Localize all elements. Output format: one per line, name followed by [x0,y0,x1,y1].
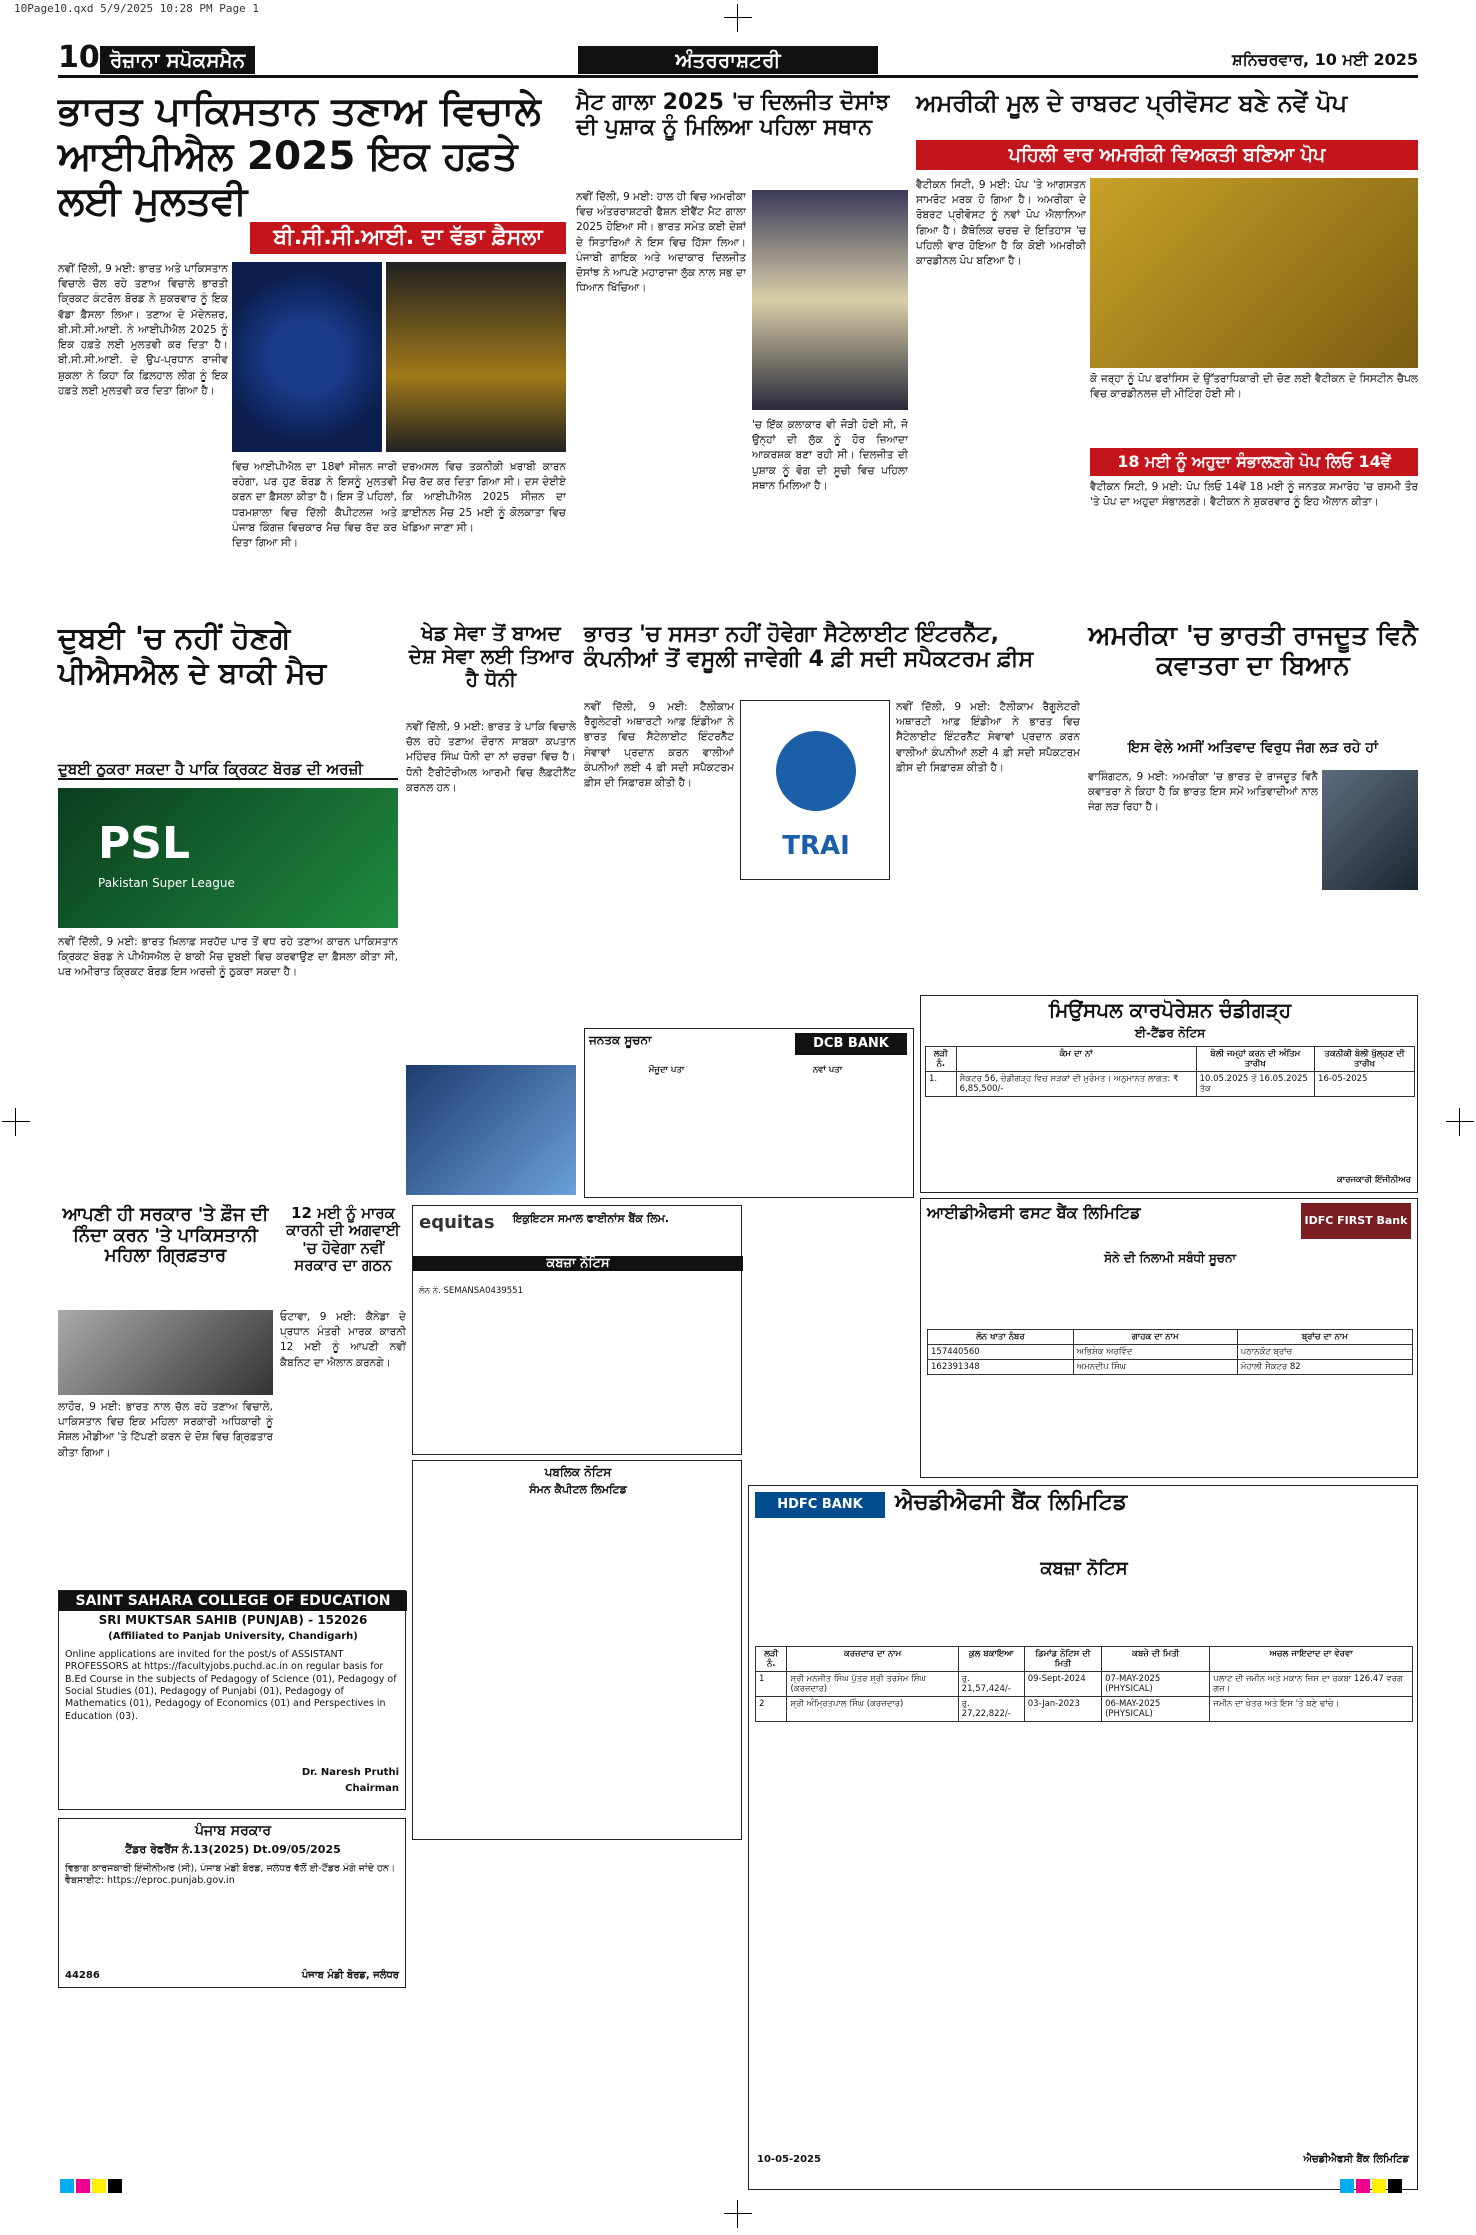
swatch-cyan [60,2179,74,2193]
swatch-yellow [1372,2179,1386,2193]
dcb-logo: DCB BANK [795,1033,907,1055]
hdfc-td: 07-MAY-2025 (PHYSICAL) [1102,1672,1210,1697]
idfc-td: ਪਠਾਨਕੋਟ ਬ੍ਰਾਂਚ [1237,1345,1412,1360]
carney-body: ਓਟਾਵਾ, 9 ਮਈ: ਕੈਨੇਡਾ ਦੇ ਪ੍ਰਧਾਨ ਮੰਤਰੀ ਮਾਰਕ ਕਾਰਨੀ 12 ਮਈ ਨੂੰ ਆਪਣੀ ਨਵੀਂ ਕੈਬਨਿਟ ਦਾ ਐਲਾਨ ਕਰਨਗੇ। [280,1311,406,1369]
file-info: 10Page10.qxd 5/9/2025 10:28 PM Page 1 [14,2,260,15]
college-affil: (Affiliated to Panjab University, Chandigarh) [108,1631,358,1642]
page-number: 10 [58,40,100,75]
hdfc-th-1: ਕਰਜ਼ਦਾਰ ਦਾ ਨਾਮ [787,1647,958,1672]
hdfc-notice: ਕਬਜ਼ਾ ਨੋਟਿਸ [1040,1558,1128,1579]
psl-body: ਨਵੀਂ ਦਿੱਲੀ, 9 ਮਈ: ਭਾਰਤ ਖ਼ਿਲਾਫ਼ ਸਰਹੱਦ ਪਾਰ ਤੋਂ ਵਧ ਰਹੇ ਤਣਾਅ ਕਾਰਨ ਪਾਕਿਸਤਾਨ ਕ੍ਰਿਕਟ ਬੋਰਡ ਨੇ ਪੀਐਸਐਲ ਦੇ ਬਾਕੀ ਮੈਚ ਦੁਬਈ ਵਿਚ ਕਰਵਾਉਣ ਦਾ ਫ਼ੈਸਲਾ ਕੀਤਾ ਸੀ, ਪਰ ਅਮੀਰਾਤ ਕ੍ਰਿਕਟ ਬੋਰਡ ਇਸ ਅਰਜ਼ੀ ਨੂੰ ਠੁਕਰਾ ਸਕਦਾ ਹੈ। [58,936,398,979]
handcuffs-photo [58,1310,273,1395]
swatch-yellow [92,2179,106,2193]
tender-body: ਵਿਭਾਗ ਕਾਰਜਕਾਰੀ ਇੰਜੀਨੀਅਰ (ਸੀ), ਪੰਜਾਬ ਮੰਡੀ ਬੋਰਡ, ਜਲੰਧਰ ਵੱਲੋਂ ਈ-ਟੈਂਡਰ ਮੰਗੇ ਜਾਂਦੇ ਹਨ। ਵੈਬਸਾਈਟ: https://eproc.punjab.gov.in [65,1863,396,1887]
trai-logo-image [740,700,890,880]
idfc-table [927,1329,1413,1375]
summan-notice [412,1460,742,1840]
ipl-body-col1: ਨਵੀਂ ਦਿੱਲੀ, 9 ਮਈ: ਭਾਰਤ ਅਤੇ ਪਾਕਿਸਤਾਨ ਵਿਚਾਲੇ ਚੱਲ ਰਹੇ ਤਣਾਅ ਵਿਚਾਲੇ ਭਾਰਤੀ ਕ੍ਰਿਕਟ ਕੰਟਰੋਲ ਬੋਰਡ ਨੇ ਸ਼ੁਕਰਵਾਰ ਨੂੰ ਇਕ ਵੱਡਾ ਫ਼ੈਸਲਾ ਲਿਆ। ਤਣਾਅ ਦੇ ਮੱਦੇਨਜ਼ਰ, ਬੀ.ਸੀ.ਸੀ.ਆਈ. ਨੇ ਆਈਪੀਐਲ 2025 ਨੂੰ ਇਕ ਹਫ਼ਤੇ ਲਈ ਮੁਲਤਵੀ ਕਰ ਦਿਤਾ ਹੈ। ਬੀ.ਸੀ.ਸੀ.ਆਈ. ਦੇ ਉਪ-ਪ੍ਰਧਾਨ ਰਾਜੀਵ ਸ਼ੁਕਲਾ ਨੇ ਕਿਹਾ ਕਿ ਫ਼ਿਲਹਾਲ ਲੀਗ ਨੂੰ ਇਕ ਹਫ਼ਤੇ ਲਈ ਮੁਲਤਵੀ ਕਰ ਦਿਤਾ ਗਿਆ ਹੈ। [58,263,228,397]
tender-ad [58,1818,406,1988]
bcci-logo-image [232,262,382,452]
color-bar-left [60,2178,124,2197]
idfc-td: 157440560 [928,1345,1074,1360]
ipl-trophy-image [386,262,566,452]
college-ad [58,1590,406,1810]
arrest-headline: ਆਪਣੀ ਹੀ ਸਰਕਾਰ 'ਤੇ ਫ਼ੌਜ ਦੀ ਨਿੰਦਾ ਕਰਨ 'ਤੇ ਪਾਕਿਸਤਾਨੀ ਮਹਿਲਾ ਗ੍ਰਿਫ਼ਤਾਰ [62,1204,269,1267]
municipal-th-1: ਕੰਮ ਦਾ ਨਾਂ [956,1047,1196,1072]
municipal-ad [920,995,1418,1193]
swatch-magenta [1356,2179,1370,2193]
trai-logo-text: TRAI [782,831,850,861]
equitas-loan: ਲੋਨ ਨੰ. SEMANSA0439551 [419,1286,523,1296]
hdfc-th-0: ਲੜੀ ਨੰ. [756,1647,787,1672]
usa-headline: ਅਮਰੀਕਾ 'ਚ ਭਾਰਤੀ ਰਾਜਦੂਤ ਵਿਨੈ ਕਵਾਤਰਾ ਦਾ ਬਿਆਨ [1088,621,1418,681]
idfc-th-0: ਲੋਨ ਖਾਤਾ ਨੰਬਰ [928,1330,1074,1345]
arrest-body: ਲਾਹੌਰ, 9 ਮਈ: ਭਾਰਤ ਨਾਲ ਚੱਲ ਰਹੇ ਤਣਾਅ ਵਿਚਾਲੇ, ਪਾਕਿਸਤਾਨ ਵਿਚ ਇਕ ਮਹਿਲਾ ਸਰਕਾਰੀ ਅਧਿਕਾਰੀ ਨੂੰ ਸੋਸ਼ਲ ਮੀਡੀਆ 'ਤੇ ਟਿੱਪਣੀ ਕਰਨ ਦੇ ਦੋਸ਼ ਵਿਚ ਗ੍ਰਿਫ਼ਤਾਰ ਕੀਤਾ ਗਿਆ। [58,1401,273,1459]
idfc-td: 162391348 [928,1360,1074,1375]
municipal-sub: ਈ-ਟੈਂਡਰ ਨੋਟਿਸ [1134,1026,1206,1040]
psl-logo-text: PSL [98,818,190,869]
registration-mark-right [1446,1108,1474,1136]
dcb-col1: ਮੌਜੂਦਾ ਪਤਾ [648,1065,685,1075]
idfc-th-1: ਗਾਹਕ ਦਾ ਨਾਮ [1073,1330,1237,1345]
municipal-signatory: ਕਾਰਜਕਾਰੀ ਇੰਜੀਨੀਅਰ [1336,1174,1411,1185]
swatch-black [1388,2179,1402,2193]
summan-sub: ਸੰਮਨ ਕੈਪੀਟਲ ਲਿਮਟਿਡ [529,1483,627,1496]
dhoni-headline: ਖੇਡ ਸੇਵਾ ਤੋਂ ਬਾਅਦ ਦੇਸ਼ ਸੇਵਾ ਲਈ ਤਿਆਰ ਹੈ ਧੋਨੀ [408,621,574,691]
idfc-th-2: ਬ੍ਰਾਂਚ ਦਾ ਨਾਮ [1237,1330,1412,1345]
municipal-table [925,1046,1415,1097]
hdfc-date: 10-05-2025 [757,2154,821,2165]
hdfc-ad [748,1485,1418,2190]
hdfc-td: ਸ਼੍ਰੀ ਮਨਜੀਤ ਸਿੰਘ ਪੁੱਤਰ ਸ਼੍ਰੀ ਤਰਸੇਮ ਸਿੰਘ (ਕਰਜ਼ਦਾਰ) [787,1672,958,1697]
registration-mark-top [724,4,752,32]
psl-logo-sub: Pakistan Super League [98,876,235,890]
trai-logo-mark [776,731,856,811]
swatch-cyan [1340,2179,1354,2193]
idfc-ad [920,1198,1418,1478]
satellite-headline: ਭਾਰਤ 'ਚ ਸਸਤਾ ਨਹੀਂ ਹੋਵੇਗਾ ਸੈਟੇਲਾਈਟ ਇੰਟਰਨੈੱਟ, ਕੰਪਨੀਆਂ ਤੋਂ ਵਸੂਲੀ ਜਾਵੇਗੀ 4 ਫ਼ੀ ਸਦੀ ਸਪੈਕਟਰਮ ਫ਼ੀਸ [584,622,1034,673]
swatch-magenta [76,2179,90,2193]
pope-body-2: ਵੈਟੀਕਨ ਸਿਟੀ, 9 ਮਈ: ਪੋਪ ਲਿਓ 14ਵੇਂ 18 ਮਈ ਨੂੰ ਜਨਤਕ ਸਮਾਰੋਹ 'ਚ ਰਸਮੀ ਤੌਰ 'ਤੇ ਪੋਪ ਦਾ ਅਹੁਦਾ ਸੰਭਾਲਣਗੇ। ਵੈਟੀਕਨ ਨੇ ਸ਼ੁਕਰਵਾਰ ਨੂੰ ਇਹ ਐਲਾਨ ਕੀਤਾ। [1090,481,1418,509]
equitas-logo: equitas [419,1212,495,1233]
idfc-notice: ਸੋਨੇ ਦੀ ਨਿਲਾਮੀ ਸਬੰਧੀ ਸੂਚਨਾ [1104,1251,1236,1265]
satellite-body-2: ਨਵੀਂ ਦਿੱਲੀ, 9 ਮਈ: ਟੈਲੀਕਾਮ ਰੈਗੂਲੇਟਰੀ ਅਥਾਰਟੀ ਆਫ਼ ਇੰਡੀਆ ਨੇ ਭਾਰਤ ਵਿਚ ਸੈਟੇਲਾਈਟ ਇੰਟਰਨੈੱਟ ਸੇਵਾਵਾਂ ਪ੍ਰਦਾਨ ਕਰਨ ਵਾਲੀਆਂ ਕੰਪਨੀਆਂ ਲਈ 4 ਫ਼ੀ ਸਦੀ ਸਪੈਕਟਰਮ ਫ਼ੀਸ ਦੀ ਸਿਫ਼ਾਰਸ਼ ਕੀਤੀ ਹੈ। [896,701,1080,774]
hdfc-logo: HDFC BANK [755,1492,885,1518]
registration-mark-bottom [724,2200,752,2228]
hdfc-title: ਐਚਡੀਐਫਸੀ ਬੈਂਕ ਲਿਮਿਟਿਡ [895,1490,1128,1515]
hdfc-td: ਰੁ. 27,22,822/- [958,1697,1024,1722]
college-body: Online applications are invited for the post/s of ASSISTANT PROFESSORS at https://facultyjobs.puchd.ac.in on regular basis for B.Ed Course in the subjects of Pedagogy of Science (01), Pedagogy of Social Studies (01), Pedagogy of Punjabi (01), Pedagogy of Mathematics (01), Pedagogy of Economics (01) and Perspectives in Education (03). [65,1649,397,1722]
dcb-col2: ਨਵਾਂ ਪਤਾ [812,1065,843,1075]
hdfc-th-2: ਕੁਲ ਬਕਾਇਆ [958,1647,1024,1672]
diljit-headline: ਮੈਟ ਗਾਲਾ 2025 'ਚ ਦਿਲਜੀਤ ਦੋਸਾਂਝ ਦੀ ਪੁਸ਼ਾਕ ਨੂੰ ਮਿਲਿਆ ਪਹਿਲਾ ਸਥਾਨ [576,90,890,141]
hdfc-td: ਸ਼੍ਰੀ ਅੰਮ੍ਰਿਤਪਾਲ ਸਿੰਘ (ਕਰਜ਼ਦਾਰ) [787,1697,958,1722]
hdfc-th-5: ਅਚਲ ਜਾਇਦਾਦ ਦਾ ਵੇਰਵਾ [1210,1647,1413,1672]
hdfc-td: 03-Jan-2023 [1024,1697,1101,1722]
tender-signatory: ਪੰਜਾਬ ਮੰਡੀ ਬੋਰਡ, ਜਲੰਧਰ [301,1970,399,1981]
dcb-ad [584,1028,914,1198]
kwatra-photo [1322,770,1418,890]
pope-photo [1090,178,1418,368]
pope-headline: ਅਮਰੀਕੀ ਮੂਲ ਦੇ ਰਾਬਰਟ ਪ੍ਰੀਵੋਸਟ ਬਣੇ ਨਵੇਂ ਪੋਪ [916,89,1348,117]
college-sub: SRI MUKTSAR SAHIB (PUNJAB) - 152026 [98,1613,368,1627]
hdfc-td: 1 [756,1672,787,1697]
ipl-body-col2: ਵਿਚ ਆਈਪੀਐਲ ਦਾ 18ਵਾਂ ਸੀਜ਼ਨ ਜਾਰੀ ਰਹੇਗਾ, ਪਰ ਹੁਣ ਬੋਰਡ ਨੇ ਇਸਨੂੰ ਮੁਲਤਵੀ ਕਰਨ ਦਾ ਫ਼ੈਸਲਾ ਕੀਤਾ ਹੈ। ਇਸ ਤੋਂ ਪਹਿਲਾਂ, ਧਰਮਸ਼ਾਲਾ ਵਿਚ ਦਿੱਲੀ ਕੈਪੀਟਲਜ਼ ਅਤੇ ਪੰਜਾਬ ਕਿੰਗਜ਼ ਵਿਚਕਾਰ ਮੈਚ ਵਿਚ ਰੱਦ ਕਰ ਦਿਤਾ ਗਿਆ ਸੀ। [232,461,397,550]
idfc-td: ਅਮਨਦੀਪ ਸਿੰਘ [1073,1360,1237,1375]
paper-name: ਰੋਜ਼ਾਨਾ ਸਪੋਕਸਮੈਨ [100,46,255,74]
usa-body: ਵਾਸ਼ਿੰਗਟਨ, 9 ਮਈ: ਅਮਰੀਕਾ 'ਚ ਭਾਰਤ ਦੇ ਰਾਜਦੂਤ ਵਿਨੈ ਕਵਾਤਰਾ ਨੇ ਕਿਹਾ ਹੈ ਕਿ ਭਾਰਤ ਇਸ ਸਮੇਂ ਅਤਿਵਾਦੀਆਂ ਨਾਲ ਜੰਗ ਲੜ ਰਿਹਾ ਹੈ। [1088,771,1318,814]
idfc-td: ਮੋਹਾਲੀ ਸੈਕਟਰ 82 [1237,1360,1412,1375]
swatch-black [108,2179,122,2193]
psl-logo-image [58,788,398,928]
idfc-logo: IDFC FIRST Bank [1301,1203,1411,1239]
hdfc-th-3: ਡਿਮਾਂਡ ਨੋਟਿਸ ਦੀ ਮਿਤੀ [1024,1647,1101,1672]
color-bar-right [1340,2178,1404,2197]
registration-mark-left [2,1108,30,1136]
dcb-ad-title: ਜਨਤਕ ਸੂਚਨਾ [589,1033,652,1047]
header-date: ਸ਼ਨਿਚਰਵਾਰ, 10 ਮਈ 2025 [1232,50,1418,69]
hdfc-signatory: ਐਚਡੀਐਫਸੀ ਬੈਂਕ ਲਿਮਿਟਿਡ [1303,2154,1409,2165]
tender-title: ਪੰਜਾਬ ਸਰਕਾਰ [194,1823,272,1839]
college-title: SAINT SAHARA COLLEGE OF EDUCATION [59,1591,407,1611]
municipal-th-3: ਤਕਨੀਕੀ ਬੋਲੀ ਖੁੱਲ੍ਹਣ ਦੀ ਤਾਰੀਖ [1315,1047,1415,1072]
hdfc-td: ਪਲਾਟ ਦੀ ਜਮੀਨ ਅਤੇ ਮਕਾਨ ਜਿਸ ਦਾ ਰਕਬਾ 126.47 ਵਰਗ ਗਜ਼। [1210,1672,1413,1697]
dhoni-body: ਨਵੀਂ ਦਿੱਲੀ, 9 ਮਈ: ਭਾਰਤ ਤੇ ਪਾਕਿ ਵਿਚਾਲੇ ਚੱਲ ਰਹੇ ਤਣਾਅ ਦੌਰਾਨ ਸਾਬਕਾ ਕਪਤਾਨ ਮਹਿੰਦਰ ਸਿੰਘ ਧੋਨੀ ਦਾ ਨਾਂ ਚਰਚਾ ਵਿਚ ਹੈ। ਧੋਨੀ ਟੈਰੀਟੋਰੀਅਲ ਆਰਮੀ ਵਿਚ ਲੈਫ਼ਟੀਨੈਂਟ ਕਰਨਲ ਹਨ। [406,721,576,794]
municipal-td: 16-05-2025 [1315,1072,1415,1097]
psl-subhead: ਦੁਬਈ ਠੁਕਰਾ ਸਕਦਾ ਹੈ ਪਾਕਿ ਕ੍ਰਿਕਟ ਬੋਰਡ ਦੀ ਅਰਜ਼ੀ [58,760,398,780]
hdfc-table [755,1646,1413,1722]
ipl-body-col3: ਦਰਅਸਲ ਵਿਚ ਤਕਨੀਕੀ ਖ਼ਰਾਬੀ ਕਾਰਨ ਮੈਚ ਰੱਦ ਕਰ ਦਿਤਾ ਗਿਆ ਸੀ। ਦਸ ਦੇਈਏ ਕਿ ਆਈਪੀਐਲ 2025 ਸੀਜ਼ਨ ਦਾ ਫ਼ਾਈਨਲ ਮੈਚ 25 ਮਈ ਨੂੰ ਕੋਲਕਾਤਾ ਵਿਚ ਖੇਡਿਆ ਜਾਣਾ ਸੀ। [402,461,566,534]
hdfc-td: ਰੁ. 21,57,424/- [958,1672,1024,1697]
usa-subhead: ਇਸ ਵੇਲੇ ਅਸੀਂ ਅਤਿਵਾਦ ਵਿਰੁਧ ਜੰਗ ਲੜ ਰਹੇ ਹਾਂ [1128,740,1378,756]
pope-subhead: ਪਹਿਲੀ ਵਾਰ ਅਮਰੀਕੀ ਵਿਅਕਤੀ ਬਣਿਆ ਪੋਪ [916,140,1418,170]
pope-body: ਵੈਟੀਕਨ ਸਿਟੀ, 9 ਮਈ: ਪੋਪ 'ਤੇ ਆਗਸਤਨ ਸਾਮਰੋਟ ਮਰਕ ਹੋ ਗਿਆ ਹੈ। ਅਮਰੀਕਾ ਦੇ ਰੋਬਰਟ ਪ੍ਰੀਵੋਸਟ ਨੂੰ ਨਵਾਂ ਪੋਪ ਐਲਾਨਿਆ ਗਿਆ ਹੈ। ਕੈਥੋਲਿਕ ਚਰਚ ਦੇ ਇਤਿਹਾਸ 'ਚ ਪਹਿਲੀ ਵਾਰ ਹੋਇਆ ਹੈ ਕਿ ਕੋਈ ਅਮਰੀਕੀ ਕਾਰਡੀਨਲ ਪੋਪ ਬਣਿਆ ਹੈ। [916,179,1086,268]
section-title: ਅੰਤਰਰਾਸ਼ਟਰੀ [578,46,878,74]
hdfc-td: ਜਮੀਨ ਦਾ ਖੇਤਰ ਅਤੇ ਇਸ 'ਤੇ ਬਣੇ ਢਾਂਚੇ। [1210,1697,1413,1722]
diljit-photo [752,190,908,410]
municipal-td: ਸੈਕਟਰ 56, ਚੰਡੀਗੜ੍ਹ ਵਿਚ ਸੜਕਾਂ ਦੀ ਮੁਰੰਮਤ। ਅਨੁਮਾਨਤ ਲਾਗਤ: ₹ 6,85,500/- [956,1072,1196,1097]
municipal-th-2: ਬੋਲੀ ਜਮ੍ਹਾਂ ਕਰਨ ਦੀ ਅੰਤਿਮ ਤਾਰੀਖ [1196,1047,1314,1072]
hdfc-td: 09-Sept-2024 [1024,1672,1101,1697]
page-header [58,40,1418,78]
tender-notice: ਟੈਂਡਰ ਰੇਫਰੈਂਸ ਨੰ.13(2025) Dt.09/05/2025 [125,1843,341,1856]
equitas-ad [412,1205,742,1455]
dhoni-photo [406,1065,576,1195]
diljit-body-col1: ਨਵੀਂ ਦਿੱਲੀ, 9 ਮਈ: ਹਾਲ ਹੀ ਵਿਚ ਅਮਰੀਕਾ ਵਿਚ ਅੰਤਰਰਾਸ਼ਟਰੀ ਫੈਸ਼ਨ ਈਵੈਂਟ ਮੈਟ ਗਾਲਾ 2025 ਹੋਇਆ ਸੀ। ਭਾਰਤ ਸਮੇਤ ਕਈ ਦੇਸ਼ਾਂ ਦੇ ਸਿਤਾਰਿਆਂ ਨੇ ਇਸ ਵਿਚ ਹਿੱਸਾ ਲਿਆ। ਪੰਜਾਬੀ ਗਾਇਕ ਅਤੇ ਅਦਾਕਾਰ ਦਿਲਜੀਤ ਦੋਸਾਂਝ ਨੇ ਆਪਣੇ ਮਹਾਰਾਜਾ ਲੁੱਕ ਨਾਲ ਸਭ ਦਾ ਧਿਆਨ ਖਿੱਚਿਆ। [576,191,746,295]
idfc-title: ਆਈਡੀਐਫਸੀ ਫਸਟ ਬੈਂਕ ਲਿਮਿਟਿਡ [927,1203,1141,1222]
hdfc-td: 2 [756,1697,787,1722]
municipal-td: 1. [926,1072,957,1097]
diljit-body-col2: 'ਚ ਇੱਕ ਕਲਾਕਾਰ ਵੀ ਜੋੜੀ ਹੋਈ ਸੀ, ਜੋ ਉਨ੍ਹਾਂ ਦੀ ਲੁੱਕ ਨੂੰ ਹੋਰ ਜ਼ਿਆਦਾ ਆਕਰਸ਼ਕ ਬਣਾ ਰਹੀ ਸੀ। ਦਿਲਜੀਤ ਦੀ ਪੁਸ਼ਾਕ ਨੂੰ ਵੋਗ ਦੀ ਸੂਚੀ ਵਿਚ ਪਹਿਲਾ ਸਥਾਨ ਮਿਲਿਆ ਹੈ। [752,419,908,492]
municipal-th-0: ਲੜੀ ਨੰ. [926,1047,957,1072]
satellite-body: ਨਵੀਂ ਦਿੱਲੀ, 9 ਮਈ: ਟੈਲੀਕਾਮ ਰੈਗੂਲੇਟਰੀ ਅਥਾਰਟੀ ਆਫ਼ ਇੰਡੀਆ ਨੇ ਭਾਰਤ ਵਿਚ ਸੈਟੇਲਾਈਟ ਇੰਟਰਨੈੱਟ ਸੇਵਾਵਾਂ ਪ੍ਰਦਾਨ ਕਰਨ ਵਾਲੀਆਂ ਕੰਪਨੀਆਂ ਲਈ 4 ਫ਼ੀ ਸਦੀ ਸਪੈਕਟਰਮ ਫ਼ੀਸ ਦੀ ਸਿਫ਼ਾਰਸ਼ ਕੀਤੀ ਹੈ। [584,701,734,790]
college-signatory: Dr. Naresh Pruthi [301,1767,399,1778]
pope-subhead-2: 18 ਮਈ ਨੂੰ ਅਹੁਦਾ ਸੰਭਾਲਣਗੇ ਪੋਪ ਲਿਓ 14ਵੇਂ [1090,448,1418,476]
ipl-headline: ਭਾਰਤ ਪਾਕਿਸਤਾਨ ਤਣਾਅ ਵਿਚਾਲੇ ਆਈਪੀਐਲ 2025 ਇਕ ਹਫ਼ਤੇ ਲਈ ਮੁਲਤਵੀ [58,89,541,224]
municipal-title: ਮਿਉਂਸਪਲ ਕਾਰਪੋਰੇਸ਼ਨ ਚੰਡੀਗੜ੍ਹ [1048,998,1292,1022]
idfc-td: ਅਭਿਸ਼ੇਕ ਅਰਵਿੰਦ [1073,1345,1237,1360]
municipal-td: 10.05.2025 ਤੋਂ 16.05.2025 ਤੱਕ [1196,1072,1314,1097]
hdfc-th-4: ਕਬਜ਼ੇ ਦੀ ਮਿਤੀ [1102,1647,1210,1672]
equitas-title: ਇਕੁਇਟਸ ਸਮਾਲ ਫਾਈਨਾਂਸ ਬੈਂਕ ਲਿਮ. [513,1212,670,1225]
tender-code: 44286 [65,1970,100,1981]
carney-headline: 12 ਮਈ ਨੂੰ ਮਾਰਕ ਕਾਰਨੀ ਦੀ ਅਗਵਾਈ 'ਚ ਹੋਵੇਗਾ ਨਵੀਂ ਸਰਕਾਰ ਦਾ ਗਠਨ [286,1204,400,1274]
college-designation: Chairman [345,1783,399,1794]
psl-headline: ਦੁਬਈ 'ਚ ਨਹੀਂ ਹੋਣਗੇ ਪੀਐਸਐਲ ਦੇ ਬਾਕੀ ਮੈਚ [58,621,327,691]
equitas-notice: ਕਬਜ਼ਾ ਨੋਟਿਸ [413,1256,743,1271]
ipl-subhead: ਬੀ.ਸੀ.ਸੀ.ਆਈ. ਦਾ ਵੱਡਾ ਫ਼ੈਸਲਾ [250,222,566,254]
pope-caption: ਕੋ ਜਰ੍ਹਾ ਨੂੰ ਪੋਪ ਫਰਾਂਸਿਸ ਦੇ ਉੱਤਰਾਧਿਕਾਰੀ ਦੀ ਚੋਣ ਲਈ ਵੈਟੀਕਨ ਦੇ ਸਿਸਟੀਨ ਚੈਪਲ ਵਿਚ ਕਾਰਡੀਨਲਜ਼ ਦੀ ਮੀਟਿੰਗ ਹੋਈ ਸੀ। [1090,373,1418,401]
summan-title: ਪਬਲਿਕ ਨੋਟਿਸ [544,1465,612,1479]
hdfc-td: 06-MAY-2025 (PHYSICAL) [1102,1697,1210,1722]
